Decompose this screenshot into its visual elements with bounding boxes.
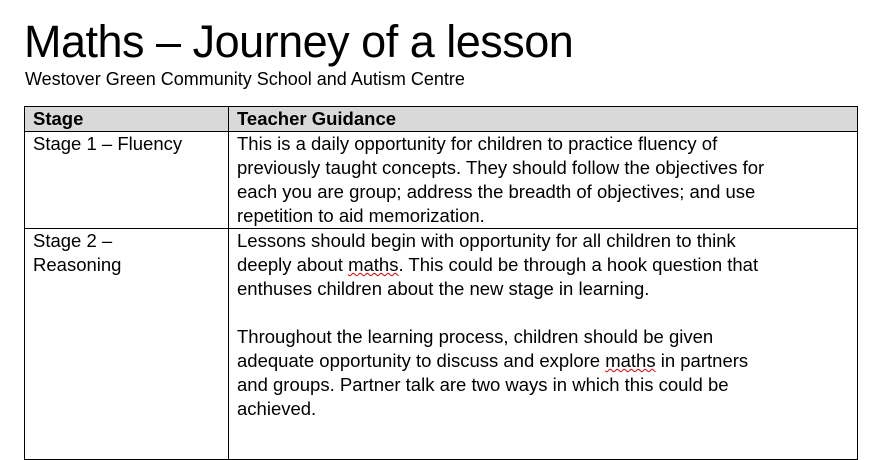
spellcheck-underline: maths: [605, 350, 656, 371]
guidance-line: enthuses children about the new stage in learning.: [237, 278, 650, 299]
guidance-line: achieved.: [237, 398, 317, 419]
header-stage: Stage: [25, 107, 229, 132]
guidance-line: previously taught concepts. They should follow the objectives for: [237, 157, 765, 178]
guidance-line: repetition to aid memorization.: [237, 205, 485, 226]
guidance-line: each you are group; address the breadth of objectives; and use: [237, 181, 756, 202]
stage-cell: [25, 229, 229, 460]
stage-text: Stage 1 – Fluency: [33, 133, 183, 154]
guidance-line: Lessons should begin with opportunity for all children to think: [237, 230, 736, 251]
page-title: Maths – Journey of a lesson: [24, 16, 574, 67]
page-subtitle: Westover Green Community School and Autism Centre: [25, 69, 465, 89]
guidance-line: Throughout the learning process, children should be given: [237, 326, 714, 347]
stage-text: Reasoning: [33, 254, 122, 275]
guidance-line: This is a daily opportunity for children to practice fluency of: [237, 133, 718, 154]
table-row: [25, 229, 858, 460]
guidance-cell: [229, 229, 858, 460]
paragraph-gap: [237, 301, 849, 325]
guidance-line: deeply about maths. This could be through a hook question that: [237, 254, 759, 275]
spellcheck-underline: maths: [348, 254, 399, 275]
stage-text: Stage 2 –: [33, 230, 113, 251]
guidance-line: and groups. Partner talk are two ways in which this could be: [237, 374, 729, 395]
guidance-table: [24, 106, 858, 460]
guidance-line: adequate opportunity to discuss and explore maths in partners: [237, 350, 749, 371]
header-teacher-guidance: Teacher Guidance: [229, 107, 858, 132]
table-header-row: [25, 107, 858, 132]
guidance-cell: [229, 132, 858, 229]
table-row: [25, 132, 858, 229]
stage-cell: [25, 132, 229, 229]
